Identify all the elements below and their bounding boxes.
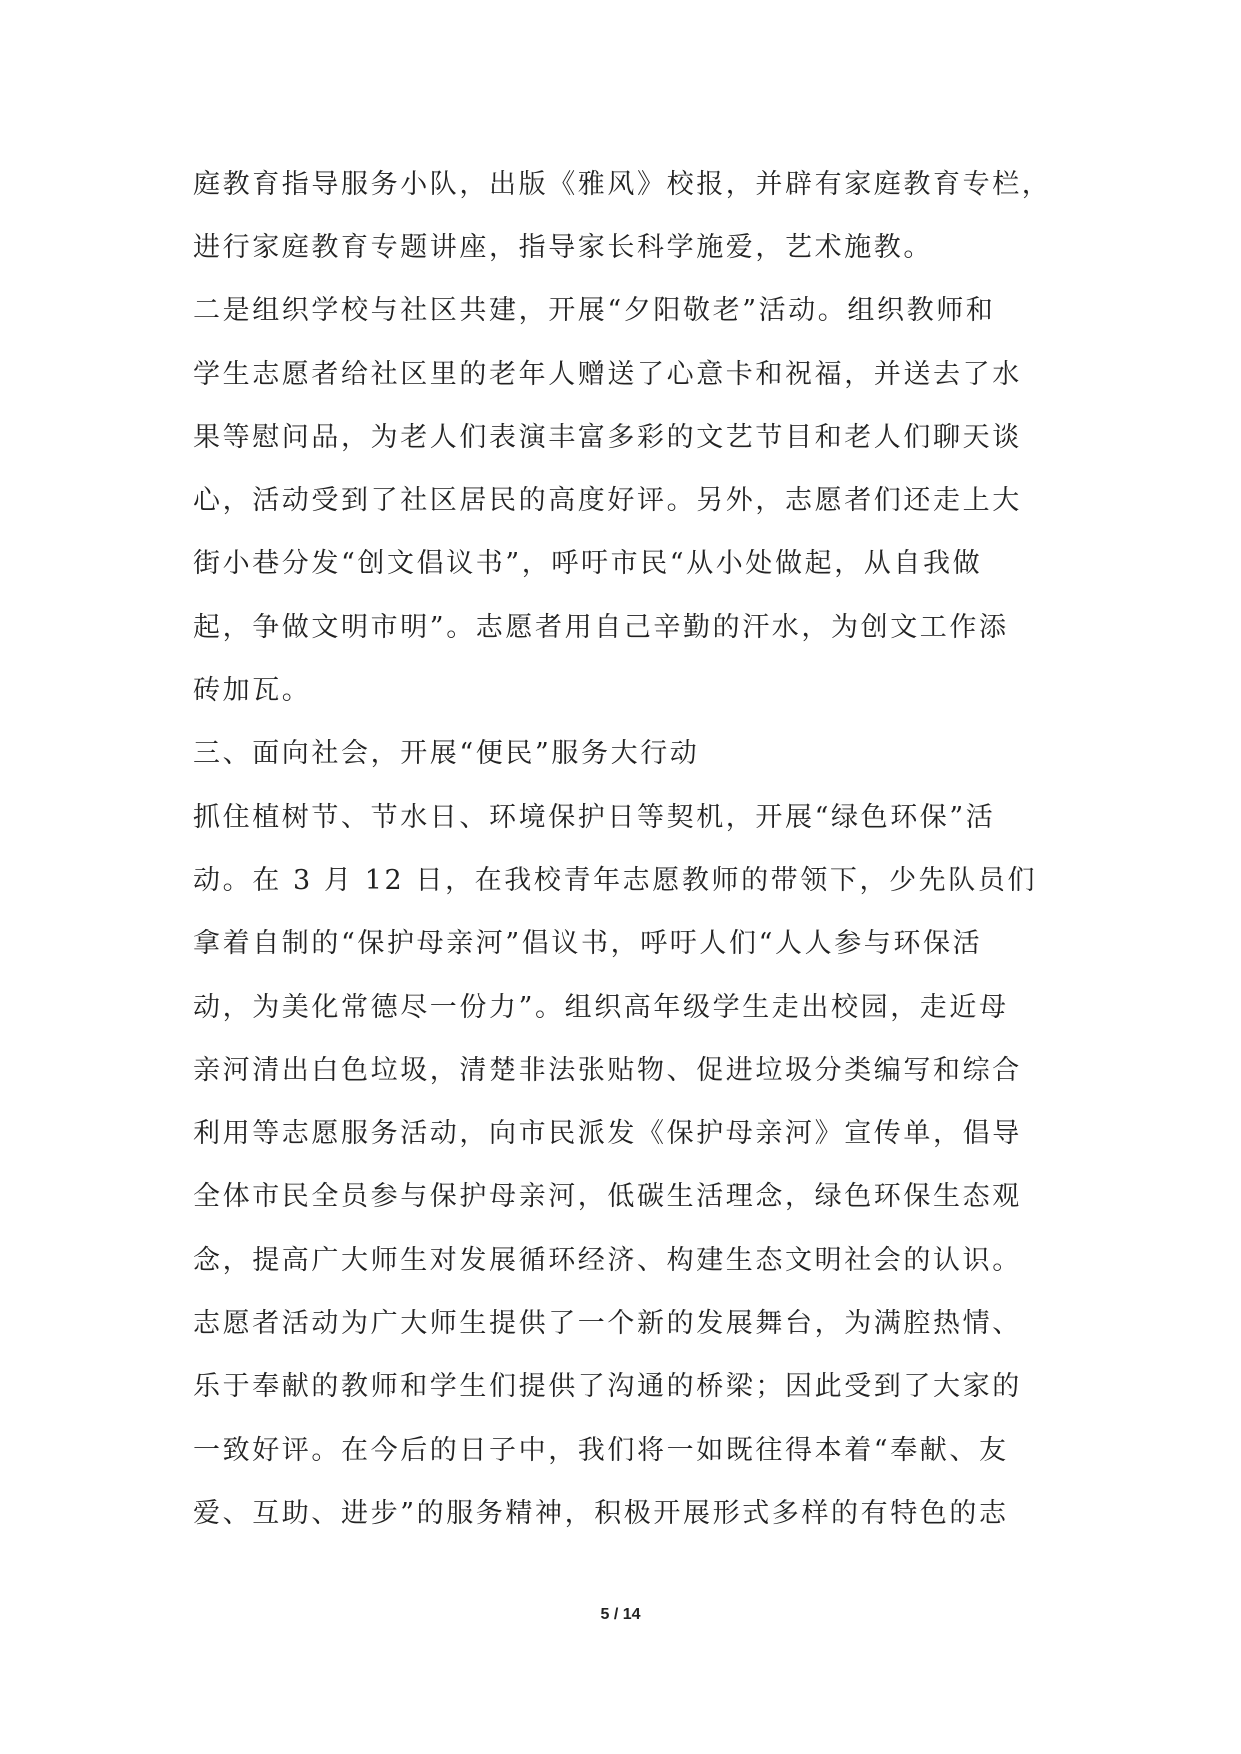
text-line: 念，提高广大师生对发展循环经济、构建生态文明社会的认识。	[193, 1245, 1022, 1276]
text-line: 利用等志愿服务活动，向市民派发《保护母亲河》宣传单，倡导	[193, 1118, 1022, 1149]
text-line: 动，为美化常德尽一份力”。组织高年级学生走出校园，走近母	[193, 992, 1009, 1023]
text-line: 砖加瓦。	[193, 675, 312, 706]
page-number: 5 / 14	[600, 1606, 641, 1623]
text-line: 志愿者活动为广大师生提供了一个新的发展舞台，为满腔热情、	[193, 1308, 1022, 1339]
text-line: 抓住植树节、节水日、环境保护日等契机，开展“绿色环保”活	[193, 802, 996, 833]
text-line: 拿着自制的“保护母亲河”倡议书，呼吁人们“人人参与环保活	[193, 928, 983, 959]
text-line: 起，争做文明市明”。志愿者用自己辛勤的汗水，为创文工作添	[193, 612, 1009, 643]
text-line: 动。在 3 月 12 日，在我校青年志愿教师的带领下，少先队员们	[193, 865, 1038, 896]
text-line: 全体市民全员参与保护母亲河，低碳生活理念，绿色环保生态观	[193, 1181, 1022, 1212]
text-line: 二是组织学校与社区共建，开展“夕阳敬老”活动。组织教师和	[193, 295, 996, 326]
text-line: 进行家庭教育专题讲座，指导家长科学施爱，艺术施教。	[193, 232, 933, 263]
section-heading: 三、面向社会，开展“便民”服务大行动	[193, 738, 700, 769]
text-line: 亲河清出白色垃圾，清楚非法张贴物、促进垃圾分类编写和综合	[193, 1055, 1022, 1086]
text-line: 果等慰问品，为老人们表演丰富多彩的文艺节目和老人们聊天谈	[193, 422, 1022, 453]
text-line: 爱、互助、进步”的服务精神，积极开展形式多样的有特色的志	[193, 1498, 1009, 1529]
text-line: 学生志愿者给社区里的老年人赠送了心意卡和祝福，并送去了水	[193, 359, 1022, 390]
text-line: 庭教育指导服务小队，出版《雅风》校报，并辟有家庭教育专栏，	[193, 169, 1052, 200]
text-line: 心，活动受到了社区居民的高度好评。另外，志愿者们还走上大	[193, 485, 1022, 516]
text-line: 乐于奉献的教师和学生们提供了沟通的桥梁；因此受到了大家的	[193, 1371, 1022, 1402]
text-line: 街小巷分发“创文倡议书”，呼吁市民“从小处做起，从自我做	[193, 548, 983, 579]
text-line: 一致好评。在今后的日子中，我们将一如既往得本着“奉献、友	[193, 1435, 1009, 1466]
